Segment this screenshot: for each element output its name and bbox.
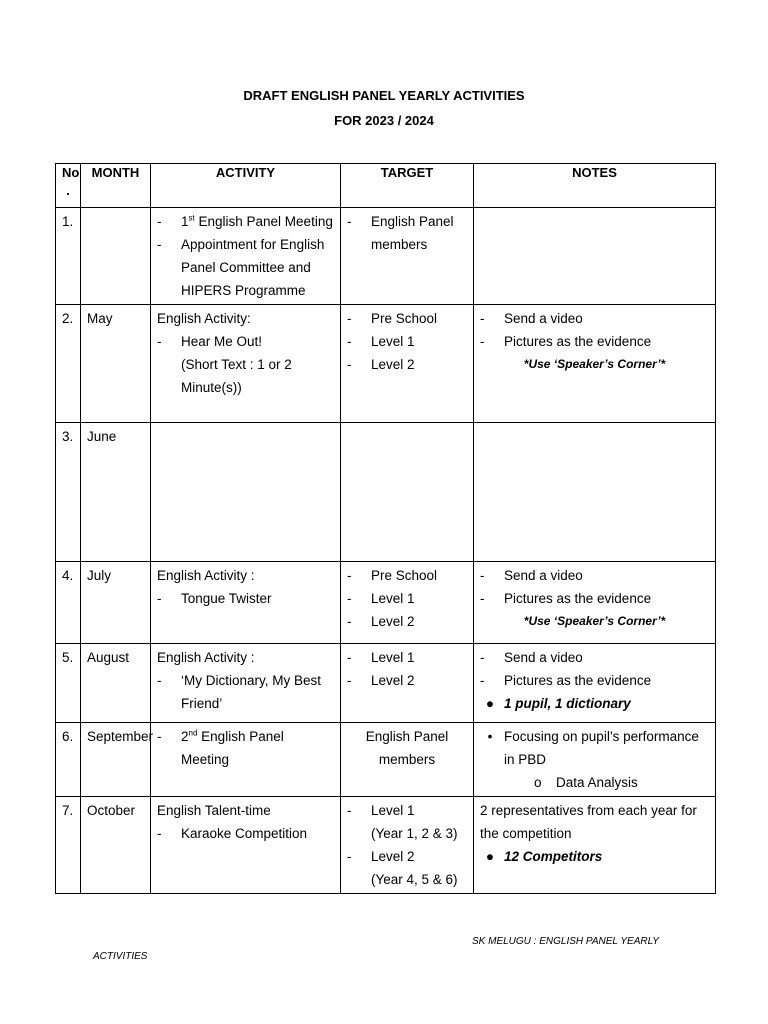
row-month: May (81, 305, 151, 423)
row-notes: • Focusing on pupil’s performance in PBD o Data Analysis (474, 723, 716, 797)
row-no: 2. (56, 305, 81, 423)
document-subtitle: FOR 2023 / 2024 (334, 113, 434, 128)
header-month: MONTH (81, 164, 151, 208)
row-activity: English Activity : - Tongue Twister (151, 562, 341, 644)
activities-table (55, 163, 716, 894)
hollow-bullet-icon: o (534, 775, 542, 790)
row-notes: - Send a video - Pictures as the evidence *Use ‘Speaker’s Corner’* (474, 562, 716, 644)
row-target: English Panel members (341, 723, 474, 797)
row-activity (151, 423, 341, 562)
header-notes: NOTES (474, 164, 716, 208)
row-activity: - 1st English Panel Meeting - Appointment for English Panel Committee and HIPERS Programme (151, 208, 341, 305)
header-no: No . (56, 164, 81, 208)
row-month (81, 208, 151, 305)
row-month: September (81, 723, 151, 797)
row-activity: English Talent-time - Karaoke Competition (151, 797, 341, 894)
bullet-icon: • (487, 729, 493, 744)
row-notes: - Send a video - Pictures as the evidence *Use ‘Speaker’s Corner’* (474, 305, 716, 423)
row-notes (474, 208, 716, 305)
table-row (56, 423, 716, 562)
row-notes (474, 423, 716, 562)
table-row (56, 208, 716, 305)
table-row (56, 723, 716, 797)
row-target: - Pre School - Level 1 - Level 2 (341, 562, 474, 644)
bullet-icon: ● (485, 696, 495, 711)
footer-text-continued: ACTIVITIES (93, 951, 148, 962)
row-month: August (81, 644, 151, 723)
table-row (56, 305, 716, 423)
row-no: 6. (56, 723, 81, 797)
row-target (341, 423, 474, 562)
row-no: 7. (56, 797, 81, 894)
bullet-icon: ● (485, 849, 495, 864)
row-no: 3. (56, 423, 81, 562)
row-month: October (81, 797, 151, 894)
row-notes: - Send a video - Pictures as the evidence ● 1 pupil, 1 dictionary (474, 644, 716, 723)
row-no: 1. (56, 208, 81, 305)
row-target: - Level 1 - Level 2 (341, 644, 474, 723)
table-row (56, 797, 716, 894)
table-header-row (56, 164, 716, 208)
row-month: June (81, 423, 151, 562)
row-target: - English Panel members (341, 208, 474, 305)
row-activity: - 2nd English Panel Meeting (151, 723, 341, 797)
row-activity: English Activity: - Hear Me Out! (Short Text : 1 or 2 Minute(s)) (151, 305, 341, 423)
row-target: - Level 1 (Year 1, 2 & 3) - Level 2 (Year 4, 5 & 6) (341, 797, 474, 894)
footer-text: SK MELUGU : ENGLISH PANEL YEARLY (472, 936, 659, 947)
row-no: 4. (56, 562, 81, 644)
row-target: - Pre School - Level 1 - Level 2 (341, 305, 474, 423)
row-notes: 2 representatives from each year for the competition ● 12 Competitors (474, 797, 716, 894)
document-title: DRAFT ENGLISH PANEL YEARLY ACTIVITIES (243, 88, 525, 103)
row-activity: English Activity : - ‘My Dictionary, My Best Friend’ (151, 644, 341, 723)
header-target: TARGET (341, 164, 474, 208)
header-activity: ACTIVITY (151, 164, 341, 208)
table-row (56, 562, 716, 644)
row-month: July (81, 562, 151, 644)
table-row (56, 644, 716, 723)
row-no: 5. (56, 644, 81, 723)
